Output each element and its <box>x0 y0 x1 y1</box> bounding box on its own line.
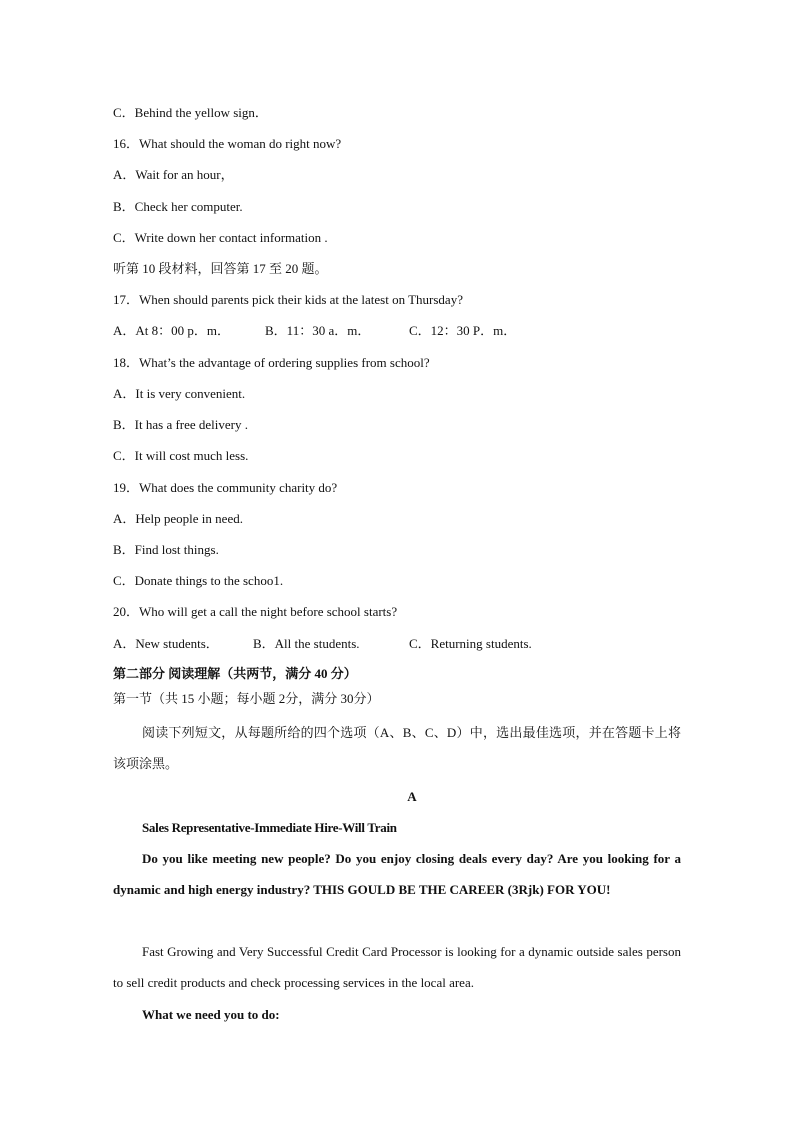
question-17-option-a: A．At 8：00 p．m． <box>113 323 231 338</box>
section-1-heading: 第一节（共 15 小题；每小题 2分，满分 30分） <box>113 691 380 706</box>
question-19-option-b: B．Find lost things. <box>113 542 219 557</box>
section-10-heading: 听第 10 段材料，回答第 17 至 20 题。 <box>113 261 328 276</box>
question-15-option-c: C．Behind the yellow sign． <box>113 105 268 120</box>
question-17-option-b: B．11：30 a．m． <box>265 323 371 338</box>
question-19-option-c: C．Donate things to the schoo1. <box>113 573 284 588</box>
question-16: 16．What should the woman do right now? <box>113 136 342 151</box>
question-20-option-a: A．New students． <box>113 636 219 651</box>
question-18-option-c: C．It will cost much less. <box>113 448 249 463</box>
question-20-option-b: B．All the students. <box>253 636 360 651</box>
question-17-option-c: C．12：30 P．m． <box>409 323 517 338</box>
question-18-option-a: A．It is very convenient. <box>113 386 246 401</box>
question-18-option-b: B．It has a free delivery . <box>113 417 249 432</box>
question-19-option-a: A．Help people in need. <box>113 511 243 526</box>
question-16-option-c: C．Write down her contact information . <box>113 230 328 245</box>
reading-instruction: 阅读下列短文，从每题所给的四个选项（A、B、C、D）中，选出最佳选项，并在答题卡上将该项涂黑。 <box>113 725 681 771</box>
passage-headline: Sales Representative-Immediate Hire-Will Train <box>142 820 397 835</box>
question-20-option-c: C．Returning students. <box>409 636 532 651</box>
question-18: 18．What’s the advantage of ordering supplies from school? <box>113 355 430 370</box>
passage-body: Fast Growing and Very Successful Credit Card Processor is looking for a dynamic outside sales person to sell credit products and check processing services in the local area. <box>113 944 681 990</box>
passage-need-heading: What we need you to do: <box>142 1007 280 1022</box>
question-17: 17．When should parents pick their kids at the latest on Thursday? <box>113 292 463 307</box>
question-16-option-b: B．Check her computer. <box>113 199 243 214</box>
question-16-option-a: A．Wait for an hour， <box>113 167 234 182</box>
question-20: 20．Who will get a call the night before school starts? <box>113 604 398 619</box>
passage-label: A <box>407 789 417 804</box>
question-19: 19．What does the community charity do? <box>113 480 338 495</box>
part-2-title: 第二部分 阅读理解（共两节，满分 40 分） <box>113 666 357 681</box>
passage-intro: Do you like meeting new people? Do you enjoy closing deals every day? Are you looking for a dynamic and high energy industry? THIS GOULD BE THE CAREER (3Rjk) FOR YOU! <box>113 851 681 897</box>
